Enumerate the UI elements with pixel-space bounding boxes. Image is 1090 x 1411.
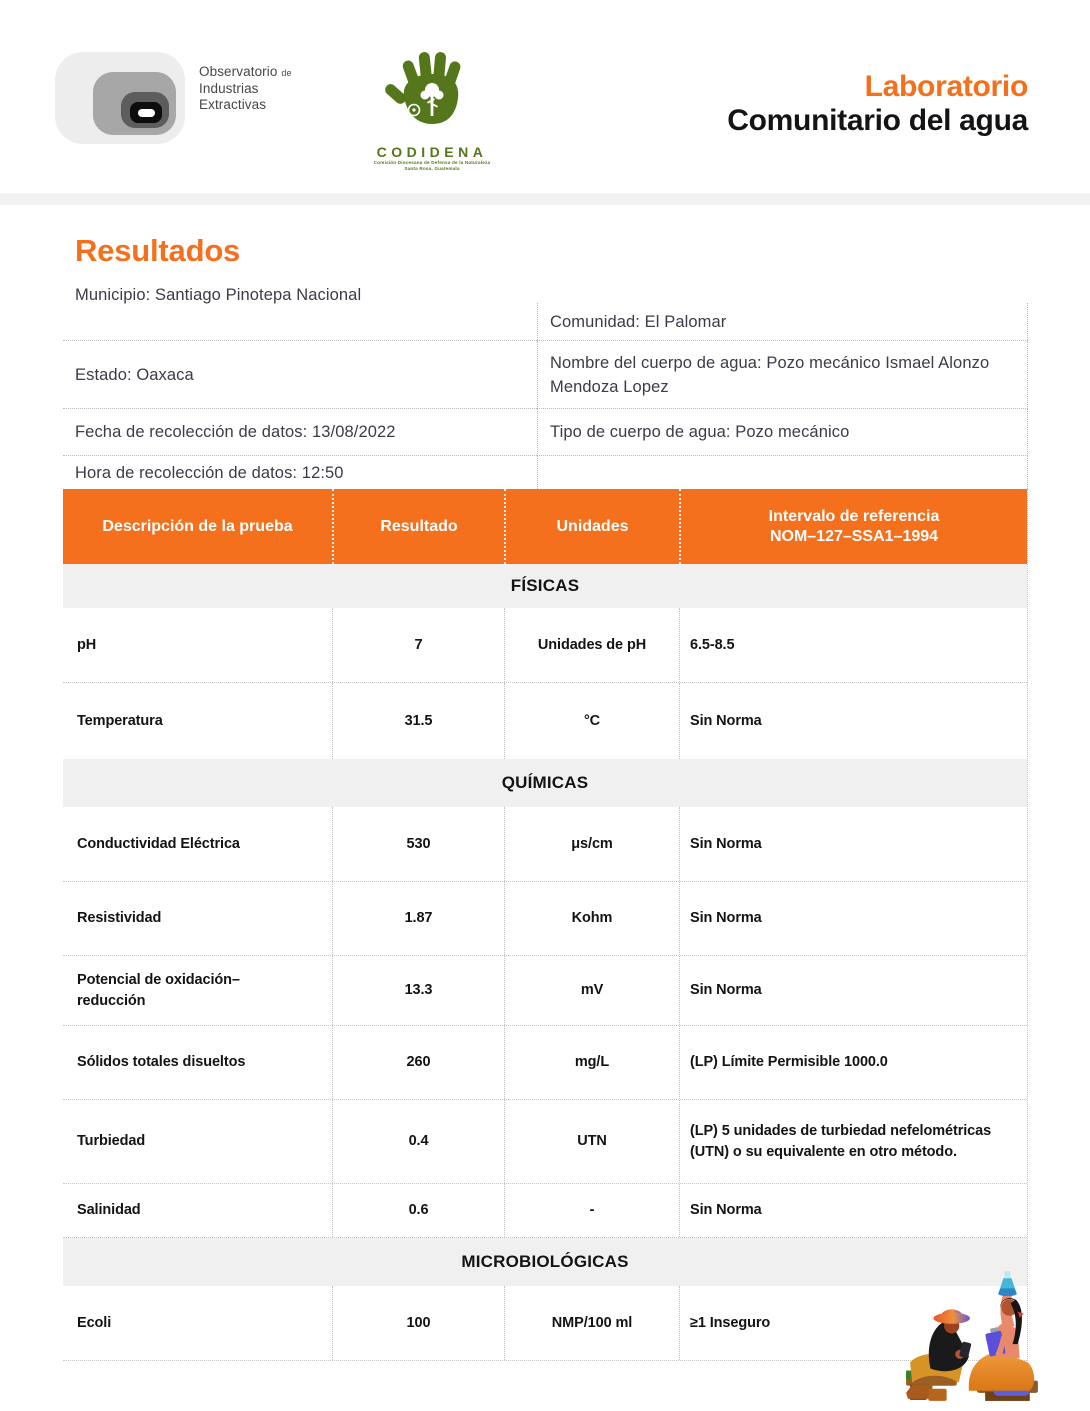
codidena-subtitle-1: Comisión Diocesana de Defensa de la Naturaleza xyxy=(373,160,491,165)
table-row-resistividad xyxy=(63,882,1027,956)
cell-unit: NMP/100 ml xyxy=(504,1286,679,1360)
header-divider-band xyxy=(0,193,1090,205)
cell-result: 0.6 xyxy=(332,1184,504,1237)
cell-reference: Sin Norma xyxy=(679,1184,1027,1237)
cell-test-name: Conductividad Eléctrica xyxy=(77,835,240,852)
section-header-fisicas: FÍSICAS xyxy=(63,564,1027,608)
section-header-quimicas: QUÍMICAS xyxy=(63,759,1027,807)
oie-logo-text xyxy=(199,64,319,113)
cell-result: 260 xyxy=(332,1026,504,1099)
cell-unit: mg/L xyxy=(504,1026,679,1099)
table-row-salinidad xyxy=(63,1184,1027,1238)
oie-word-de: de xyxy=(281,68,292,78)
cell-unit: °C xyxy=(504,683,679,759)
cell-test-name: Potencial de oxidación–reducción xyxy=(77,971,240,1009)
codidena-name: CODIDENA xyxy=(376,144,488,160)
cell-test-name: Sólidos totales disueltos xyxy=(77,1054,246,1071)
codidena-hand-icon xyxy=(384,52,480,138)
table-row-ecoli xyxy=(63,1286,1027,1361)
results-title: Resultados xyxy=(75,233,241,269)
page-header xyxy=(0,0,1090,171)
cell-reference: Sin Norma xyxy=(679,683,1027,759)
col-header-descripcion: Descripción de la prueba xyxy=(102,517,293,535)
info-estado: Estado: Oaxaca xyxy=(63,341,537,409)
cell-reference: Sin Norma xyxy=(679,956,1027,1025)
table-row-potencial xyxy=(63,956,1027,1026)
cell-test-name: Resistividad xyxy=(77,910,162,927)
info-nombre-cuerpo: Nombre del cuerpo de agua: Pozo mecánico Ismael Alonzo Mendoza Lopez xyxy=(537,341,1028,409)
col-header-resultado: Resultado xyxy=(332,489,504,564)
oie-word-1: Observatorio xyxy=(199,64,278,79)
results-table xyxy=(63,489,1028,1361)
table-row-turbiedad xyxy=(63,1100,1027,1184)
cell-unit: - xyxy=(504,1184,679,1237)
oie-word-2: Industrias xyxy=(199,81,259,96)
lab-title xyxy=(497,52,1028,138)
header-logos xyxy=(55,52,497,171)
cell-test-name: Temperatura xyxy=(77,712,163,729)
cell-result: 0.4 xyxy=(332,1100,504,1183)
results-section xyxy=(0,233,1090,1361)
codidena-subtitle-2: Santa Rosa, Guatemala xyxy=(404,165,460,171)
cell-result: 100 xyxy=(332,1286,504,1360)
table-row-ph xyxy=(63,608,1027,683)
section-header-microbiologicas: MICROBIOLÓGICAS xyxy=(63,1238,1027,1286)
table-row-conductividad xyxy=(63,807,1027,882)
col-header-intervalo-line2: NOM–127–SSA1–1994 xyxy=(769,527,939,545)
codidena-logo xyxy=(367,52,497,171)
table-header-row xyxy=(63,489,1027,564)
lab-title-line1: Laboratorio xyxy=(864,70,1028,103)
cell-reference: (LP) 5 unidades de turbiedad nefelométricas (UTN) o su equivalente en otro método. xyxy=(679,1100,1027,1183)
cell-reference: 6.5-8.5 xyxy=(679,608,1027,682)
col-header-intervalo xyxy=(679,489,1027,564)
cell-result: 13.3 xyxy=(332,956,504,1025)
lab-title-line2: Comunitario del agua xyxy=(727,104,1028,137)
col-header-intervalo-line1: Intervalo de referencia xyxy=(768,507,940,525)
info-empty-cell xyxy=(537,456,1028,489)
cell-result: 31.5 xyxy=(332,683,504,759)
cell-result: 1.87 xyxy=(332,882,504,955)
info-municipio: Municipio: Santiago Pinotepa Nacional xyxy=(63,277,537,341)
info-comunidad-cell xyxy=(537,277,1028,341)
cell-unit: UTN xyxy=(504,1100,679,1183)
table-row-solidos xyxy=(63,1026,1027,1100)
sample-info-grid xyxy=(63,277,1028,489)
water-testing-illustration xyxy=(902,1265,1044,1405)
cell-test-name: Salinidad xyxy=(77,1202,141,1219)
cell-test-name: Turbiedad xyxy=(77,1133,146,1150)
cell-unit: Unidades de pH xyxy=(504,608,679,682)
cell-test-name: pH xyxy=(77,636,97,653)
cell-test-name: Ecoli xyxy=(77,1314,112,1331)
cell-unit: mV xyxy=(504,956,679,1025)
cell-reference: Sin Norma xyxy=(679,882,1027,955)
cell-result: 530 xyxy=(332,807,504,881)
cell-reference: ≥1 Inseguro xyxy=(679,1286,1027,1360)
cell-unit: Kohm xyxy=(504,882,679,955)
table-row-temperatura xyxy=(63,683,1027,759)
oie-word-3: Extractivas xyxy=(199,97,267,112)
info-fecha: Fecha de recolección de datos: 13/08/2022 xyxy=(63,409,537,456)
cell-reference: (LP) Límite Permisible 1000.0 xyxy=(679,1026,1027,1099)
info-comunidad: Comunidad: El Palomar xyxy=(537,303,1028,340)
info-tipo-cuerpo: Tipo de cuerpo de agua: Pozo mecánico xyxy=(537,409,1028,456)
cell-reference: Sin Norma xyxy=(679,807,1027,881)
oie-logo-icon xyxy=(55,52,185,144)
col-header-unidades: Unidades xyxy=(504,489,679,564)
cell-result: 7 xyxy=(332,608,504,682)
info-hora: Hora de recolección de datos: 12:50 xyxy=(75,463,344,482)
cell-unit: μs/cm xyxy=(504,807,679,881)
